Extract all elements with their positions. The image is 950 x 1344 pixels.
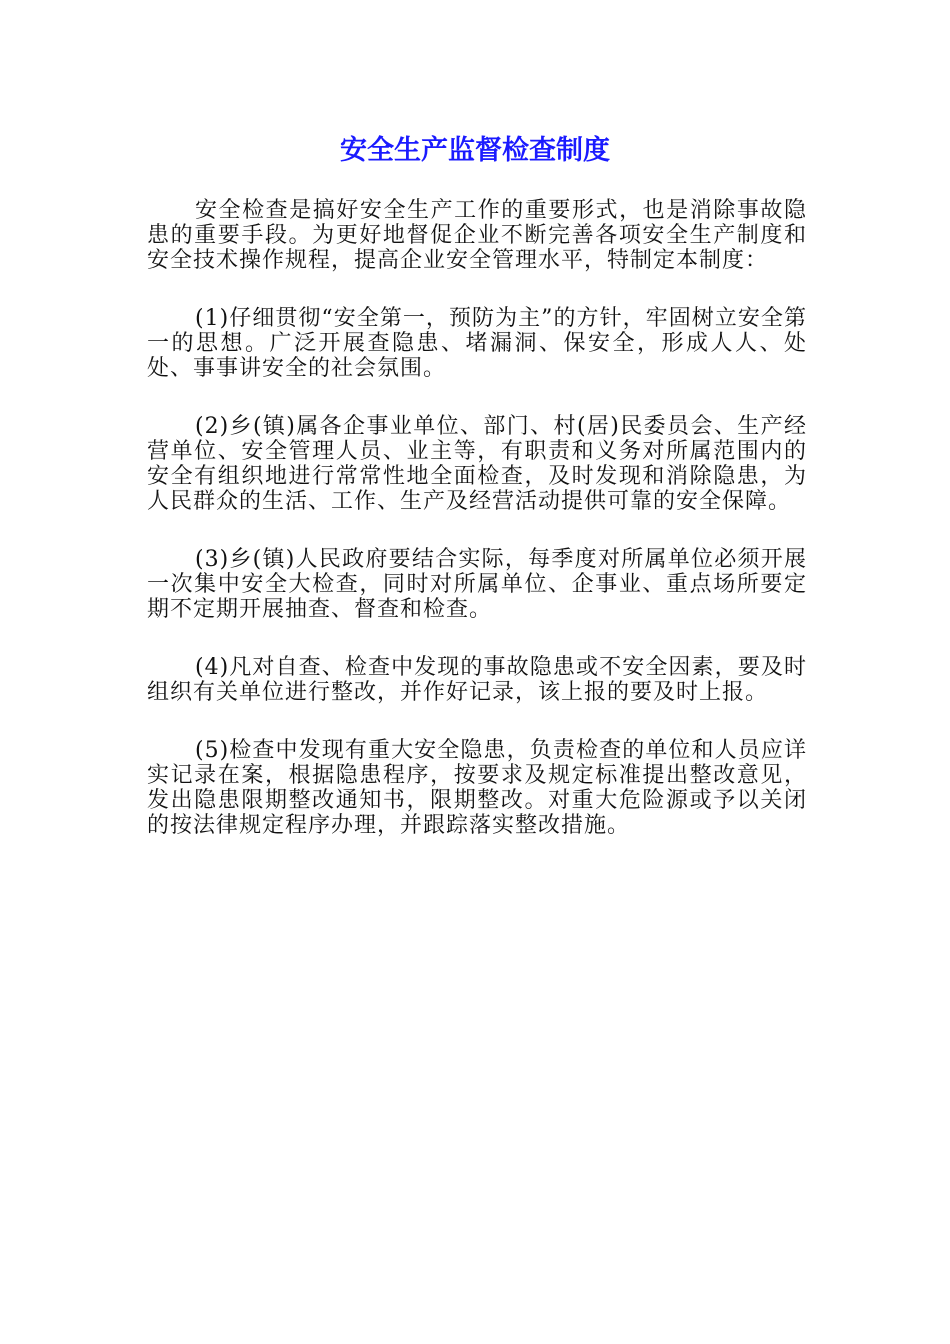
intro-paragraph: 安全检查是搞好安全生产工作的重要形式，也是消除事故隐患的重要手段。为更好地督促企业不断完善各项安全生产制度和安全技术操作规程，提高企业安全管理水平，特制定本制度：	[147, 198, 807, 273]
document-body	[147, 198, 807, 838]
clause-2-paragraph: (2)乡(镇)属各企事业单位、部门、村(居)民委员会、生产经营单位、安全管理人员、业主等，有职责和义务对所属范围内的安全有组织地进行常常性地全面检查，及时发现和消除隐患，为人民群众的生活、工作、生产及经营活动提供可靠的安全保障。	[147, 414, 807, 514]
clause-1-paragraph: (1)仔细贯彻“安全第一，预防为主”的方针，牢固树立安全第一的思想。广泛开展查隐患、堵漏洞、保安全，形成人人、处处、事事讲安全的社会氛围。	[147, 306, 807, 381]
document-title: 安全生产监督检查制度	[340, 135, 610, 166]
clause-3-paragraph: (3)乡(镇)人民政府要结合实际，每季度对所属单位必须开展一次集中安全大检查，同时对所属单位、企事业、重点场所要定期不定期开展抽查、督查和检查。	[147, 547, 807, 622]
clause-4-paragraph: (4)凡对自查、检查中发现的事故隐患或不安全因素，要及时组织有关单位进行整改，并作好记录，该上报的要及时上报。	[147, 655, 807, 705]
clause-5-paragraph: (5)检查中发现有重大安全隐患，负责检查的单位和人员应详实记录在案，根据隐患程序，按要求及规定标准提出整改意见，发出隐患限期整改通知书，限期整改。对重大危险源或予以关闭的按法律规定程序办理，并跟踪落实整改措施。	[147, 738, 807, 838]
